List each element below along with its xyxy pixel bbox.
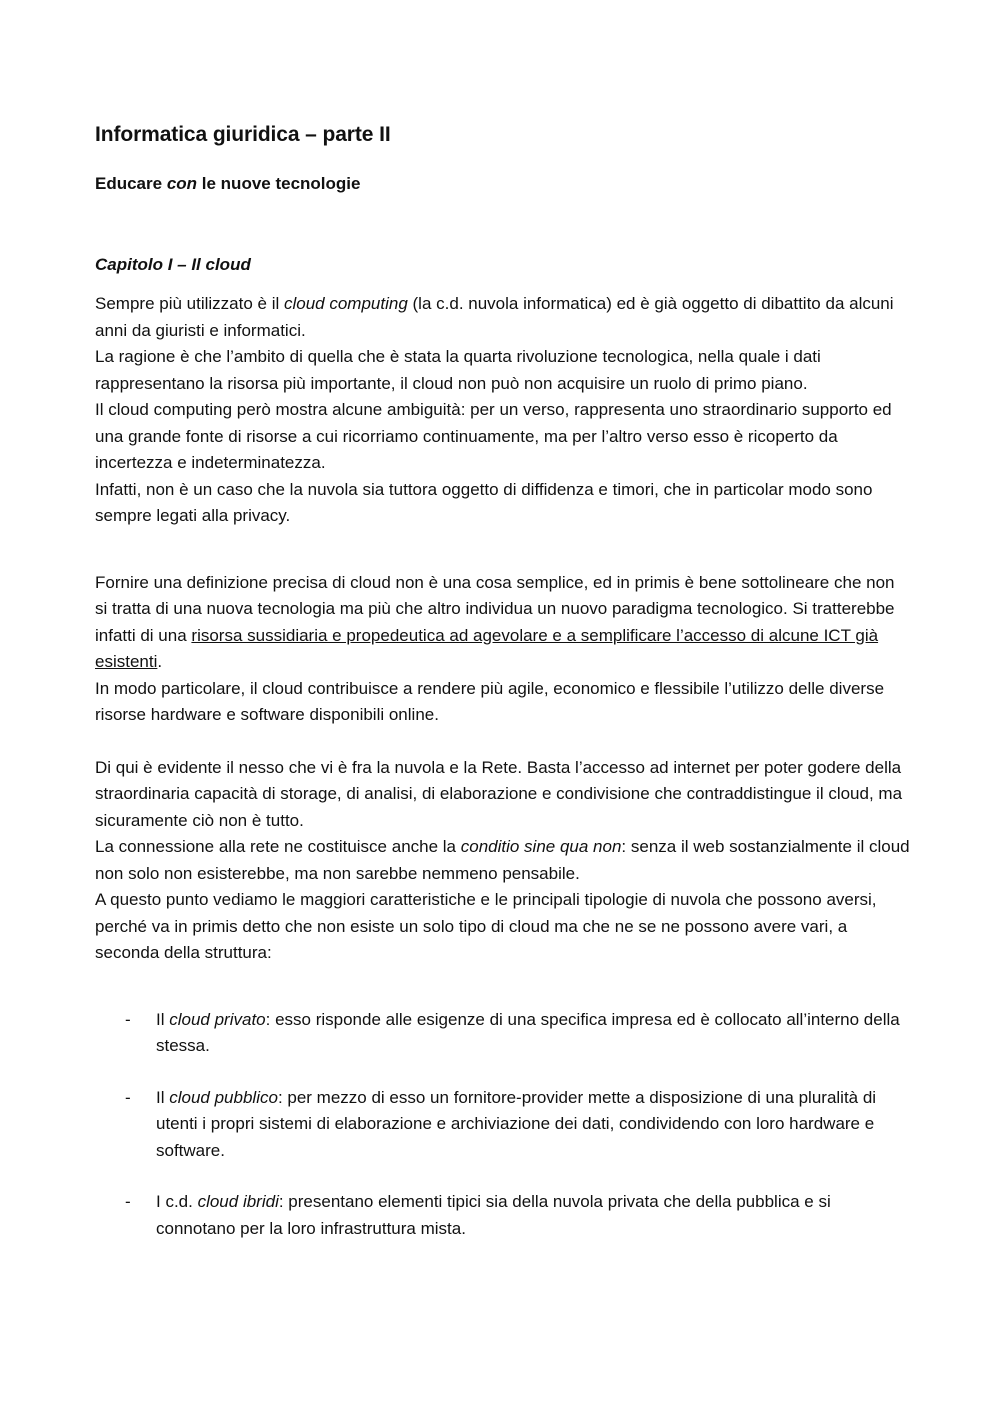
item2-italic: cloud pubblico [169,1087,278,1107]
paragraph-4: Infatti, non è un caso che la nuvola sia tuttora oggetto di diffidenza e timori, che in particolar modo sono sempre legati alla privacy. [95,479,873,525]
paragraph-2: La ragione è che l’ambito di quella che è stata la quarta rivoluzione tecnologica, nella quale i dati rappresentano la risorsa più importante, il cloud non può non acquisire un ruolo di primo piano. [95,347,821,393]
p8-after: : senza il web sostanzialmente il cloud non solo non esisterebbe, ma non sarebbe nemmeno pensabile. [95,837,910,883]
p5-before: Fornire una definizione precisa di cloud non è una cosa semplice, ed in primis è bene sottolineare che non si tratta di una nuova tecnologia ma più che altro individua un nuovo paradigma tecnologico. Si tratterebbe infatti di una [95,572,895,645]
p1-italic: cloud computing [283,294,408,313]
subtitle-before: Educare [95,174,167,193]
p8-italic: conditio sine qua non [460,837,622,856]
item2-before: Il [156,1087,170,1107]
list-dash: - [125,1087,131,1107]
list-item [95,1085,910,1165]
subtitle-after: le nuove tecnologie [197,174,361,193]
network-section [95,755,910,967]
p5-after: . [157,652,163,671]
list-dash: - [125,1009,131,1029]
item3-before: I c.d. [156,1192,198,1211]
paragraph-3: Il cloud computing però mostra alcune ambiguità: per un verso, rappresenta uno straordinario supporto ed una grande fonte di risorse a cui ricorriamo continuamente, ma per l’altro verso esso è ricoperto da incertezza e indeterminatezza. [95,400,892,472]
paragraph-9: A questo punto vediamo le maggiori caratteristiche e le principali tipologie di nuvola che possono aversi, perché va in primis detto che non esiste un solo tipo di cloud ma che ne se ne possono avere vari, a seconda della struttura: [95,890,877,962]
document-title: Informatica giuridica – parte II [95,123,391,146]
intro-section [95,291,910,530]
document-subtitle [95,171,910,197]
document-page [95,118,910,1267]
list-item [95,1189,910,1242]
item1-after: : esso risponde alle esigenze di una specifica impresa ed è collocato all’interno della stessa. [156,1009,900,1055]
p5-underline: risorsa sussidiaria e propedeutica ad agevolare e a semplificare l’accesso di alcune ICT già esistenti [95,625,879,671]
p8-before: La connessione alla rete ne costituisce anche la [95,837,461,856]
paragraph-6: In modo particolare, il cloud contribuisce a rendere più agile, economico e flessibile l’utilizzo delle diverse risorse hardware e software disponibili online. [95,678,885,724]
chapter-title: Capitolo I – Il cloud [95,255,251,274]
paragraph-7: Di qui è evidente il nesso che vi è fra la nuvola e la Rete. Basta l’accesso ad internet per poter godere della straordinaria capacità di storage, di analisi, di elaborazione e condivisione che contraddistingue il cloud, ma sicuramente ciò non è tutto. [95,757,903,830]
paragraph-8 [95,834,910,887]
item2-after: : per mezzo di esso un fornitore-provider mette a disposizione di una pluralità di utenti i propri sistemi di elaborazione e archiviazione dei dati, condividendo con loro hardware e software. [156,1087,877,1160]
cloud-types-list [95,1007,910,1243]
paragraph-5 [95,570,910,676]
item3-after: : presentano elementi tipici sia della nuvola privata che della pubblica e si connotano per la loro infrastruttura mista. [156,1192,831,1238]
item1-italic: cloud privato [169,1009,266,1029]
p1-after: (la c.d. nuvola informatica) ed è già oggetto di dibattito da alcuni anni da giuristi e informatici. [95,294,894,340]
item1-before: Il [156,1009,170,1029]
paragraph-1 [95,291,910,344]
list-item [95,1007,910,1060]
list-dash: - [125,1192,131,1211]
definition-section [95,570,910,729]
p1-before: Sempre più utilizzato è il [95,294,284,313]
subtitle-italic: con [166,174,198,193]
item3-italic: cloud ibridi [197,1192,279,1211]
